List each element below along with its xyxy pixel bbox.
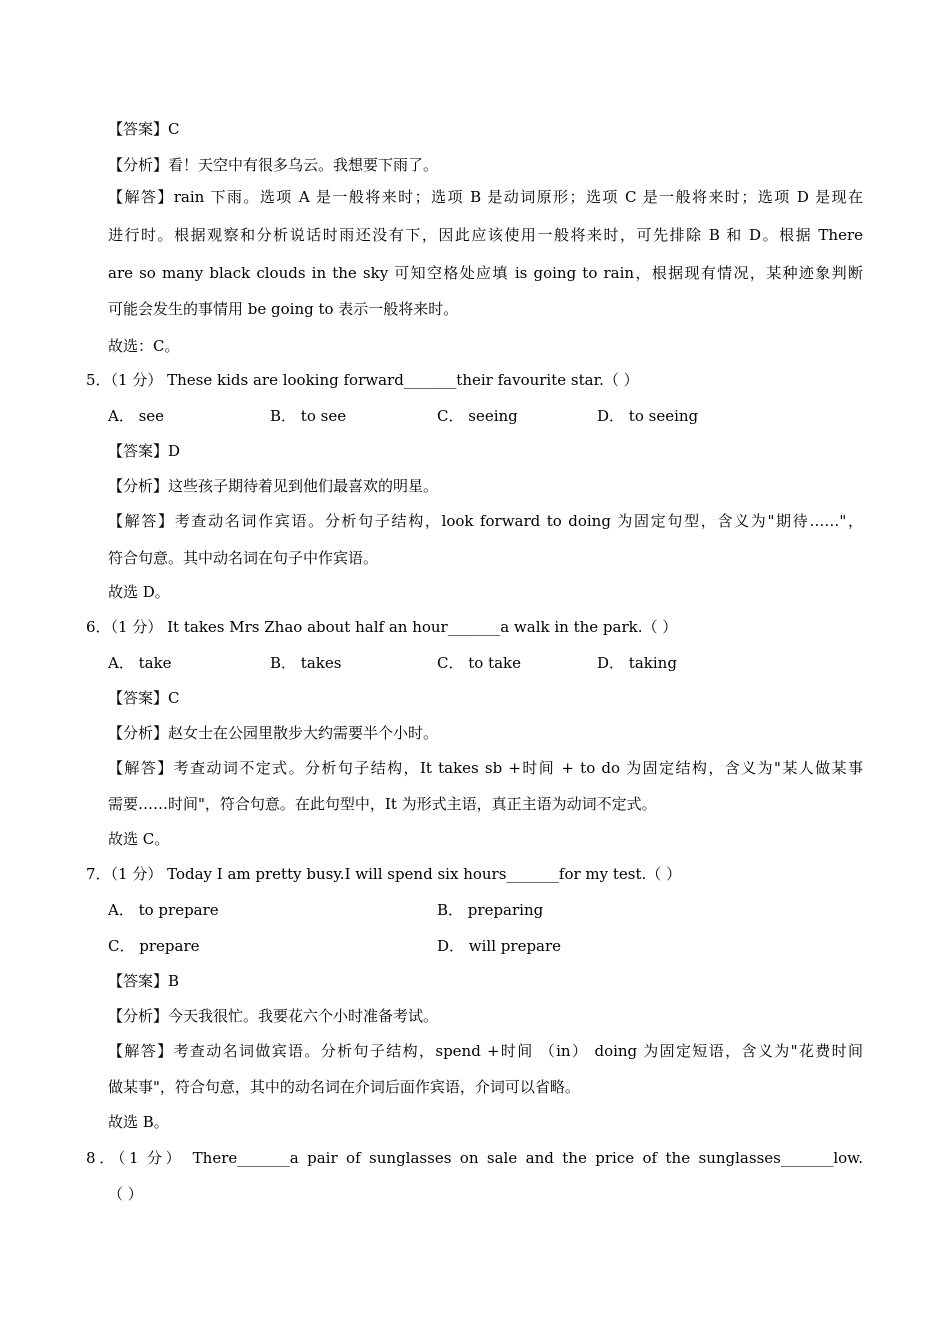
q6-option-a: A． take bbox=[108, 654, 172, 672]
q4-solution-line-2: 进行时。根据观察和分析说话时雨还没有下，因此应该使用一般将来时，可先排除 B 和 D。根据 There bbox=[108, 226, 863, 244]
q6-stem: 6．（1 分） It takes Mrs Zhao about half an hour_______a walk in the park.（ ） bbox=[86, 618, 678, 636]
q5-option-b: B． to see bbox=[270, 407, 347, 425]
q5-option-d: D． to seeing bbox=[597, 407, 699, 425]
q5-solution-line-2: 符合句意。其中动名词在句子中作宾语。 bbox=[108, 549, 379, 567]
q7-option-b: B． preparing bbox=[437, 901, 544, 919]
q6-analysis: 【分析】赵女士在公园里散步大约需要半个小时。 bbox=[108, 724, 439, 742]
q6-solution-line-1: 【解答】考查动词不定式。分析句子结构，It takes sb +时间 + to do 为固定结构，含义为"某人做某事 bbox=[108, 759, 863, 777]
q5-analysis: 【分析】这些孩子期待着见到他们最喜欢的明星。 bbox=[108, 477, 439, 495]
q7-answer: 【答案】B bbox=[108, 972, 180, 990]
q5-stem: 5．（1 分） These kids are looking forward_______their favourite star.（ ） bbox=[86, 371, 639, 389]
q7-solution-line-1: 【解答】考查动名词做宾语。分析句子结构，spend +时间 （in） doing 为固定短语，含义为"花费时间 bbox=[108, 1042, 863, 1060]
q5-answer: 【答案】D bbox=[108, 442, 181, 460]
q6-option-b: B． takes bbox=[270, 654, 342, 672]
q7-solution-line-2: 做某事"，符合句意，其中的动名词在介词后面作宾语，介词可以省略。 bbox=[108, 1078, 580, 1096]
q8-stem-line-2: （ ） bbox=[108, 1185, 143, 1203]
q8-stem-line-1: 8．（1 分） There_______a pair of sunglasses on sale and the price of the sunglasses_______low. bbox=[86, 1149, 863, 1167]
q6-solution-line-2: 需要……时间"，符合句意。在此句型中，It 为形式主语，真正主语为动词不定式。 bbox=[108, 795, 657, 813]
q7-stem: 7．（1 分） Today I am pretty busy.I will spend six hours_______for my test.（ ） bbox=[86, 865, 682, 883]
q5-solution-line-1: 【解答】考查动名词作宾语。分析句子结构，look forward to doing 为固定句型，含义为"期待……"， bbox=[108, 512, 863, 530]
q4-analysis: 【分析】看！天空中有很多乌云。我想要下雨了。 bbox=[108, 156, 439, 174]
q5-option-c: C． seeing bbox=[437, 407, 518, 425]
q6-conclusion: 故选 C。 bbox=[108, 830, 170, 848]
q6-option-d: D． taking bbox=[597, 654, 677, 672]
q7-conclusion: 故选 B。 bbox=[108, 1113, 169, 1131]
q4-answer: 【答案】C bbox=[108, 120, 180, 138]
q7-option-c: C． prepare bbox=[108, 937, 200, 955]
q6-option-c: C． to take bbox=[437, 654, 522, 672]
q4-solution-line-4: 可能会发生的事情用 be going to 表示一般将来时。 bbox=[108, 300, 459, 318]
q4-solution-line-3: are so many black clouds in the sky 可知空格处应填 is going to rain，根据现有情况，某种迹象判断 bbox=[108, 264, 863, 282]
q4-solution-line-1: 【解答】rain 下雨。选项 A 是一般将来时；选项 B 是动词原形；选项 C 是一般将来时；选项 D 是现在 bbox=[108, 188, 863, 206]
q5-option-a: A． see bbox=[108, 407, 165, 425]
q4-conclusion: 故选：C。 bbox=[108, 337, 180, 355]
q7-option-a: A． to prepare bbox=[108, 901, 219, 919]
q7-option-d: D． will prepare bbox=[437, 937, 562, 955]
q6-answer: 【答案】C bbox=[108, 689, 180, 707]
q7-analysis: 【分析】今天我很忙。我要花六个小时准备考试。 bbox=[108, 1007, 439, 1025]
q5-conclusion: 故选 D。 bbox=[108, 583, 170, 601]
